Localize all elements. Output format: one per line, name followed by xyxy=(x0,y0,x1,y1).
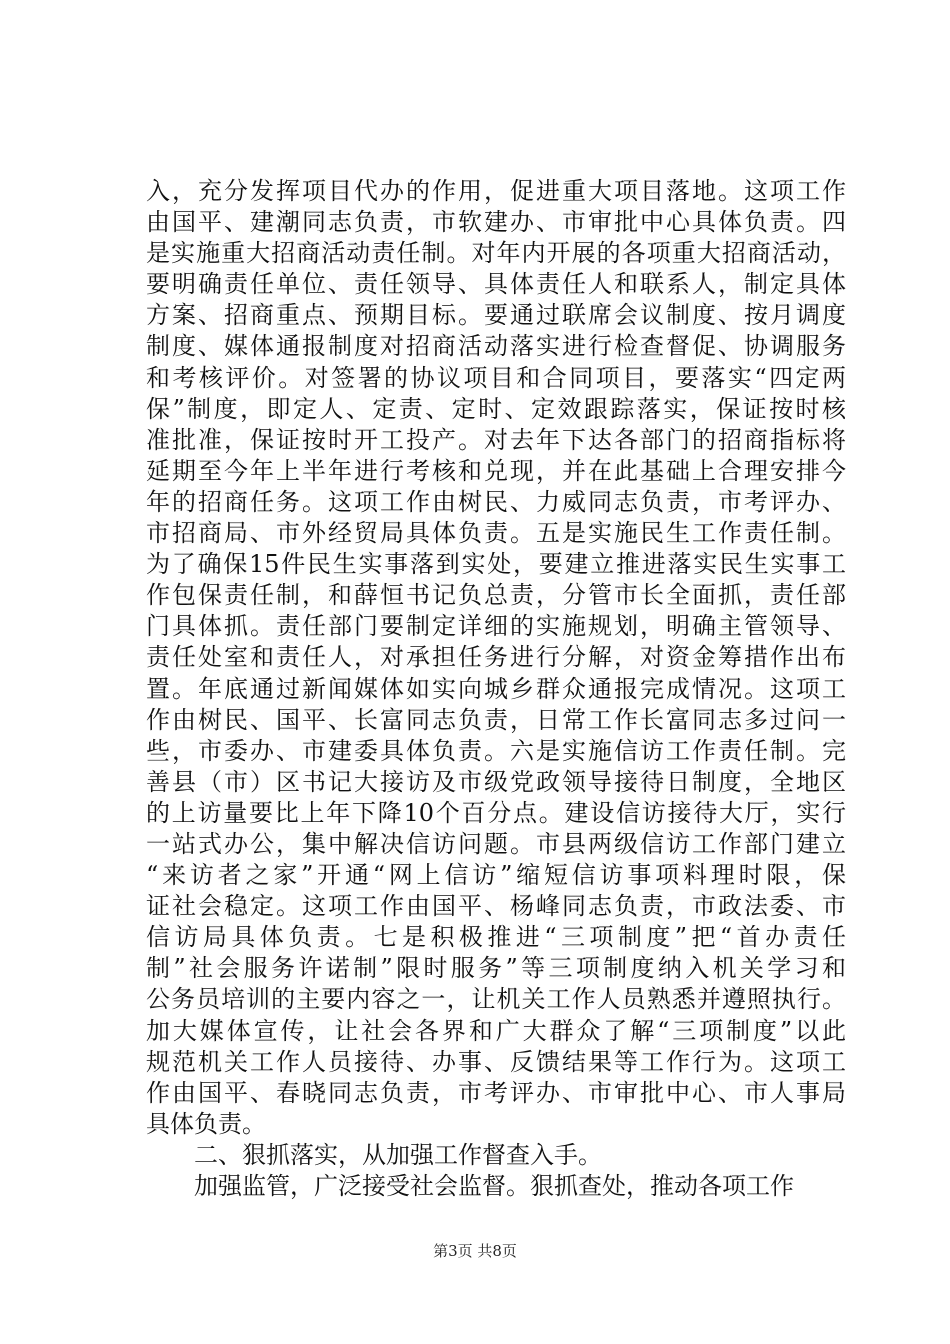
page-footer: 第3页 共8页 xyxy=(433,1242,517,1260)
text-line: 规范机关工作人员接待、办事、反馈结果等工作行为。这项工 xyxy=(146,1047,846,1076)
text-line: 入，充分发挥项目代办的作用，促进重大项目落地。这项工作 xyxy=(146,177,846,205)
text-line: 保”制度，即定人、定责、定时、定效跟踪落实，保证按时核 xyxy=(146,394,846,423)
text-line: 门具体抓。责任部门要制定详细的实施规划，明确主管领导、 xyxy=(146,612,846,641)
text-line: 由国平、建潮同志负责，市软建办、市审批中心具体负责。四 xyxy=(146,208,846,237)
text-line: 公务员培训的主要内容之一，让机关工作人员熟悉并遵照执行。 xyxy=(146,985,846,1014)
text-line: 年的招商任务。这项工作由树民、力威同志负责，市考评办、 xyxy=(146,487,846,516)
text-line: 延期至今年上半年进行考核和兑现，并在此基础上合理安排今 xyxy=(146,456,846,485)
text-line: 作由树民、国平、长富同志负责，日常工作长富同志多过问一 xyxy=(146,705,846,734)
text-line: 作由国平、春晓同志负责，市考评办、市审批中心、市人事局 xyxy=(146,1078,846,1107)
text-line: 准批准，保证按时开工投产。对去年下达各部门的招商指标将 xyxy=(146,425,846,454)
text-line: 善县（市）区书记大接访及市级党政领导接待日制度，全地区 xyxy=(146,767,846,796)
text-line: 制”社会服务许诺制”限时服务”等三项制度纳入机关学习和 xyxy=(146,954,846,983)
text-line: 制度、媒体通报制度对招商活动落实进行检查督促、协调服务 xyxy=(146,332,846,361)
text-line: 市招商局、市外经贸局具体负责。五是实施民生工作责任制。 xyxy=(146,519,846,548)
section-heading: 二、狠抓落实，从加强工作督查入手。 xyxy=(194,1140,602,1169)
text-line: 是实施重大招商活动责任制。对年内开展的各项重大招商活动， xyxy=(146,239,846,268)
text-line: 责任处室和责任人，对承担任务进行分解，对资金筹措作出布 xyxy=(146,643,846,672)
text-line: 加大媒体宣传，让社会各界和广大群众了解“三项制度”以此 xyxy=(146,1016,846,1045)
text-line: 证社会稳定。这项工作由国平、杨峰同志负责，市政法委、市 xyxy=(146,892,846,921)
text-line: 加强监管，广泛接受社会监督。狠抓查处，推动各项工作 xyxy=(194,1172,794,1200)
text-line: 置。年底通过新闻媒体如实向城乡群众通报完成情况。这项工 xyxy=(146,674,846,703)
text-line: 要明确责任单位、责任领导、具体责任人和联系人，制定具体 xyxy=(146,270,846,299)
body-text xyxy=(146,176,846,1202)
text-line: 些，市委办、市建委具体负责。六是实施信访工作责任制。完 xyxy=(146,736,846,765)
text-line: 为了确保15件民生实事落到实处，要建立推进落实民生实事工 xyxy=(146,550,846,579)
text-line: 信访局具体负责。七是积极推进“三项制度”把“首办责任 xyxy=(146,923,846,952)
text-line: 和考核评价。对签署的协议项目和合同项目，要落实“四定两 xyxy=(146,363,846,392)
text-line: 作包保责任制，和薛恒书记负总责，分管市长全面抓，责任部 xyxy=(146,581,846,610)
text-line: 方案、招商重点、预期目标。要通过联席会议制度、按月调度 xyxy=(146,301,846,330)
text-line: 一站式办公，集中解决信访问题。市县两级信访工作部门建立 xyxy=(146,829,846,858)
text-line: 的上访量要比上年下降10个百分点。建设信访接待大厅，实行 xyxy=(146,798,846,827)
text-line: “来访者之家”开通“网上信访”缩短信访事项料理时限，保 xyxy=(146,861,846,890)
text-line: 具体负责。 xyxy=(146,1109,266,1138)
